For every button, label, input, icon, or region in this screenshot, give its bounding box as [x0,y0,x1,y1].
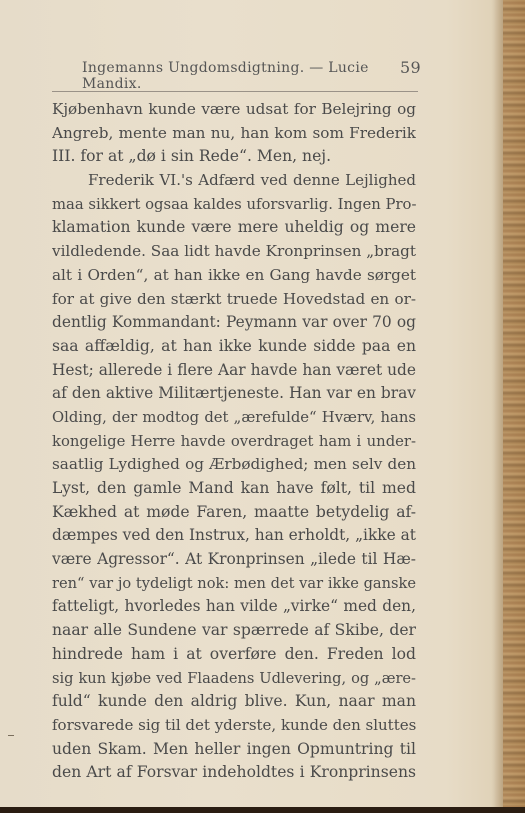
text-line: naar alle Sundene var spærrede af Skibe, der [52,621,416,640]
text-line: Angreb, mente man nu, han kom som Frederik [52,123,416,142]
text-line: Kjøbenhavn kunde være udsat for Belejring og [52,100,416,118]
text-line: for at give den stærkt truede Hovedstad en or- [52,289,416,308]
text-line: sig kun kjøbe ved Flaadens Udlevering, og „ære- [52,669,416,687]
running-title: Ingemanns Ungdomsdigtning. — Lucie Mandix. [82,60,369,92]
page-edge [503,0,525,813]
text-line: alt i Orden“, at han ikke en Gang havde sørget [52,265,416,284]
text-line: klamation kunde være mere uheldig og mere [52,218,416,237]
text-line: forsvarede sig til det yderste, kunde den sluttes [52,715,416,734]
text-line: Lyst, den gamle Mand kan have følt, til med [52,479,416,497]
text-line: Hest; allerede i flere Aar havde han været ude [52,360,416,379]
text-line: dentlig Kommandant: Peymann var over 70 og [52,313,416,332]
body-text [52,98,416,785]
page-gutter-shadow [491,0,503,813]
text-line: uden Skam. Men heller ingen Opmuntring til [52,739,416,758]
text-line: vildledende. Saa lidt havde Kronprinsen „bragt [52,242,416,261]
text-line: Kækhed at møde Faren, maatte betydelig af- [52,502,416,521]
text-line: saa affældig, at han ikke kunde sidde paa en [52,336,416,355]
text-line: Frederik VI.'s Adfærd ved denne Lejlighed [88,171,416,190]
text-line: Olding, der modtog det „ærefulde“ Hværv, hans [52,408,416,426]
margin-mark [8,735,14,736]
text-line: af den aktive Militærtjeneste. Han var en brav [52,384,416,403]
text-line: fatteligt, hvorledes han vilde „virke“ med den, [52,597,416,616]
header-rule [52,91,418,92]
bottom-shadow [0,807,525,813]
text-line: kongelige Herre havde overdraget ham i under- [52,432,416,450]
text-line: fuld“ kunde den aldrig blive. Kun, naar man [52,692,416,711]
text-line: saatlig Lydighed og Ærbødighed; men selv den [52,455,416,474]
text-line: den Art af Forsvar indeholdtes i Kronprinsens [52,763,416,782]
text-line: ren“ var jo tydeligt nok: men det var ikke ganske [52,574,416,592]
page-header [56,58,421,92]
text-line: dæmpes ved den Instrux, han erholdt, „ikke at [52,526,416,545]
text-line: være Agressor“. At Kronprinsen „ilede til Hæ- [52,550,416,569]
page-number: 59 [400,58,421,77]
text-line: hindrede ham i at overføre den. Freden lod [52,644,416,663]
text-line: maa sikkert ogsaa kaldes uforsvarlig. Ingen Pro- [52,195,416,213]
text-line: III. for at „dø i sin Rede“. Men, nej. [52,147,332,166]
